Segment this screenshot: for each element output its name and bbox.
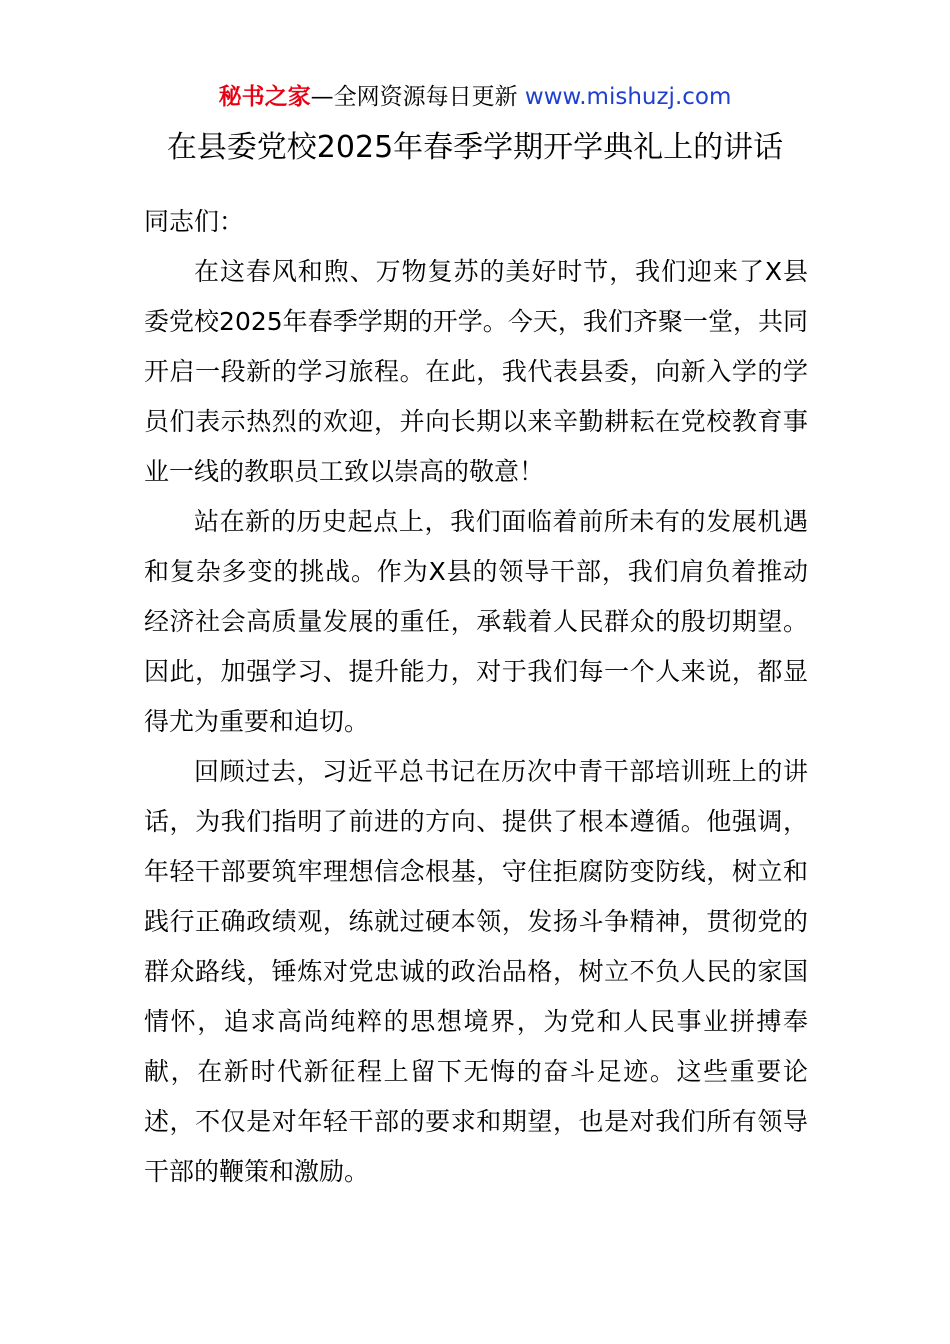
- site-url[interactable]: www.mishuzj.com: [524, 84, 732, 110]
- paragraph-2: 站在新的历史起点上，我们面临着前所未有的发展机遇和复杂多变的挑战。作为X县的领导干部，我们肩负着推动经济社会高质量发展的重任，承载着人民群众的殷切期望。因此，加强学习、提升能力，对于我们每一个人来说，都显得尤为重要和迫切。: [144, 507, 808, 736]
- site-header: [0, 80, 950, 114]
- brand-name: 秘书之家: [218, 84, 311, 110]
- header-slogan: —全网资源每日更新: [310, 84, 525, 110]
- paragraph-3: 回顾过去，习近平总书记在历次中青干部培训班上的讲话，为我们指明了前进的方向、提供了根本遵循。他强调，年轻干部要筑牢理想信念根基，守住拒腐防变防线，树立和践行正确政绩观，练就过硬本领，发扬斗争精神，贯彻党的群众路线，锤炼对党忠诚的政治品格，树立不负人民的家国情怀，追求高尚纯粹的思想境界，为党和人民事业拼搏奉献，在新时代新征程上留下无悔的奋斗足迹。这些重要论述，不仅是对年轻干部的要求和期望，也是对我们所有领导干部的鞭策和激励。: [144, 757, 808, 1186]
- document-title: 在县委党校2025年春季学期开学典礼上的讲话: [166, 130, 784, 165]
- document-body: [144, 197, 808, 1197]
- salutation: 同志们：: [144, 207, 245, 236]
- paragraph-1: 在这春风和煦、万物复苏的美好时节，我们迎来了X县委党校2025年春季学期的开学。今天，我们齐聚一堂，共同开启一段新的学习旅程。在此，我代表县委，向新入学的学员们表示热烈的欢迎，并向长期以来辛勤耕耘在党校教育事业一线的教职员工致以崇高的敬意！: [144, 257, 808, 486]
